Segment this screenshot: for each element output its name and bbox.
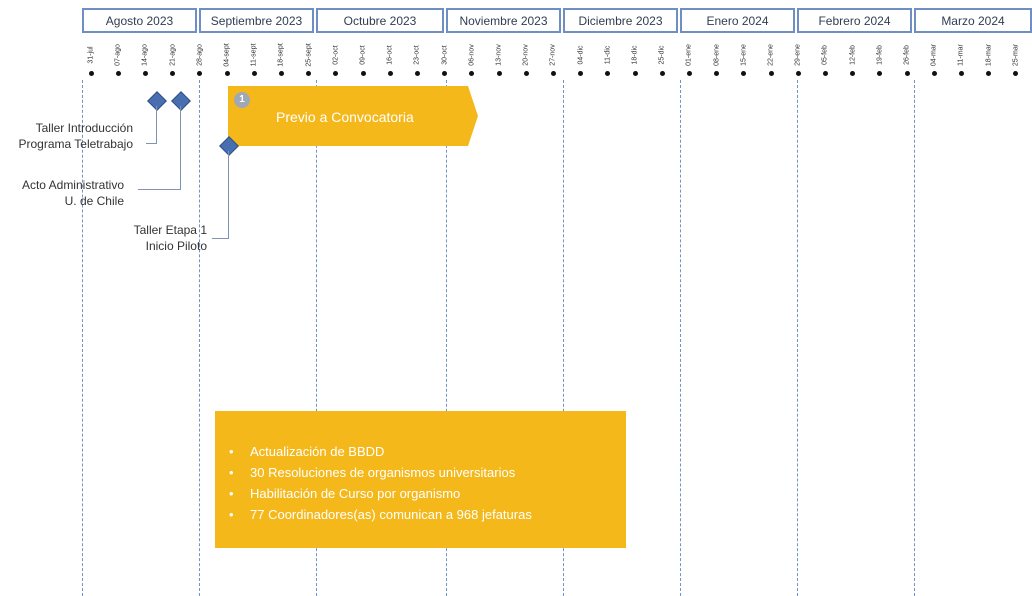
week-tick-label [194, 42, 206, 68]
milestone-label-line: Taller Etapa 1 [133, 223, 207, 237]
week-tick-label [248, 42, 260, 68]
bullet: • [229, 465, 234, 480]
week-tick-dot [116, 71, 121, 76]
leader-line [212, 238, 229, 239]
week-tick-text: 14-ago [141, 44, 149, 66]
note-text: Actualización de BBDD [250, 444, 385, 459]
month-gridline [914, 80, 915, 596]
bullet: • [229, 507, 234, 522]
month-gridline [82, 80, 83, 596]
week-tick-text: 04-sept [223, 43, 231, 67]
month-cell: Febrero 2024 [797, 8, 912, 33]
note-item [229, 483, 626, 504]
milestone-label [18, 120, 133, 152]
month-cell: Septiembre 2023 [199, 8, 314, 33]
week-tick-dot [143, 71, 148, 76]
bullet: • [229, 486, 234, 501]
week-tick-dot [1013, 71, 1018, 76]
week-tick-text: 11-dic [604, 45, 612, 65]
week-tick-label [85, 42, 97, 68]
phase-number-badge: 1 [234, 92, 250, 108]
month-cell: Noviembre 2023 [446, 8, 561, 33]
note-item [229, 462, 626, 483]
month-cell: Octubre 2023 [316, 8, 444, 33]
week-tick-label [520, 42, 532, 68]
week-tick-label [275, 42, 287, 68]
week-tick-label [493, 42, 505, 68]
week-tick-dot [551, 71, 556, 76]
week-tick-dot [959, 71, 964, 76]
week-tick-text: 25-sept [305, 43, 313, 67]
week-tick-dot [442, 71, 447, 76]
week-tick-label [466, 42, 478, 68]
week-tick-dot [89, 71, 94, 76]
milestone-diamond [147, 91, 167, 111]
note-text: 30 Resoluciones de organismos universitarios [250, 465, 516, 480]
week-tick-label [819, 42, 831, 68]
week-tick-text: 23-oct [413, 45, 421, 65]
week-tick-text: 26-feb [903, 45, 911, 65]
week-tick-text: 11-sept [250, 43, 258, 67]
week-tick-dot [986, 71, 991, 76]
week-tick-text: 08-ene [713, 44, 721, 66]
week-tick-text: 01-ene [685, 44, 693, 66]
week-tick-label [928, 42, 940, 68]
week-tick-label [357, 42, 369, 68]
week-tick-label [874, 42, 886, 68]
week-tick-text: 25-mar [1012, 43, 1020, 67]
week-tick-dot [197, 71, 202, 76]
week-tick-dot [850, 71, 855, 76]
week-tick-label [901, 42, 913, 68]
week-tick-dot [660, 71, 665, 76]
week-tick-label [411, 42, 423, 68]
week-tick-dot [578, 71, 583, 76]
week-tick-label [792, 42, 804, 68]
month-gridline [797, 80, 798, 596]
week-tick-text: 11-mar [957, 44, 965, 66]
week-tick-label [602, 42, 614, 68]
leader-line [146, 143, 157, 144]
week-tick-dot [905, 71, 910, 76]
milestone-label-line: U. de Chile [64, 194, 124, 208]
week-tick-label [738, 42, 750, 68]
week-tick-text: 09-oct [359, 45, 367, 65]
bullet: • [229, 444, 234, 459]
month-cell: Marzo 2024 [914, 8, 1032, 33]
leader-line [156, 106, 157, 144]
week-tick-dot [741, 71, 746, 76]
week-tick-text: 19-feb [876, 45, 884, 65]
leader-line [180, 106, 181, 190]
week-tick-dot [932, 71, 937, 76]
month-cell: Enero 2024 [680, 8, 795, 33]
week-tick-text: 28-ago [196, 44, 204, 66]
milestone-label-line: Acto Administrativo [21, 178, 124, 192]
note-item [229, 504, 626, 525]
week-tick-text: 02-oct [332, 45, 340, 65]
week-tick-label [139, 42, 151, 68]
week-tick-label [167, 42, 179, 68]
note-text: 77 Coordinadores(as) comunican a 968 jefaturas [250, 507, 532, 522]
week-tick-text: 06-nov [468, 44, 476, 66]
week-tick-text: 05-feb [821, 45, 829, 65]
week-tick-text: 20-nov [522, 44, 530, 66]
week-tick-label [384, 42, 396, 68]
week-tick-label [683, 42, 695, 68]
week-tick-dot [225, 71, 230, 76]
week-tick-dot [877, 71, 882, 76]
week-tick-dot [306, 71, 311, 76]
week-tick-text: 25-dic [658, 45, 666, 65]
milestone-label-line: Programa Teletrabajo [18, 137, 133, 151]
week-tick-label [112, 42, 124, 68]
week-tick-text: 21-ago [169, 44, 177, 66]
week-tick-label [1010, 42, 1022, 68]
week-tick-dot [170, 71, 175, 76]
week-tick-dot [279, 71, 284, 76]
week-tick-dot [469, 71, 474, 76]
week-tick-text: 29-ene [794, 44, 802, 66]
week-tick-dot [333, 71, 338, 76]
month-cell: Agosto 2023 [82, 8, 197, 33]
week-tick-label [330, 42, 342, 68]
week-tick-text: 30-oct [441, 45, 449, 65]
week-tick-dot [796, 71, 801, 76]
week-tick-dot [605, 71, 610, 76]
week-tick-text: 18-sept [277, 43, 285, 67]
week-tick-text: 15-ene [740, 44, 748, 66]
week-tick-label [847, 42, 859, 68]
week-tick-dot [497, 71, 502, 76]
week-tick-text: 04-mar [930, 43, 938, 67]
week-tick-dot [524, 71, 529, 76]
week-tick-dot [687, 71, 692, 76]
note-item [229, 441, 626, 462]
week-tick-text: 04-dic [577, 45, 585, 65]
milestone-label-line: Inicio Piloto [145, 239, 207, 253]
week-tick-text: 18-dic [631, 45, 639, 65]
week-tick-label [711, 42, 723, 68]
week-tick-dot [388, 71, 393, 76]
week-tick-text: 31-jul [87, 46, 95, 64]
week-tick-text: 12-feb [849, 45, 857, 65]
milestone-label [134, 222, 207, 254]
week-tick-label [575, 42, 587, 68]
notes-box [215, 411, 626, 548]
week-tick-dot [415, 71, 420, 76]
week-tick-label [303, 42, 315, 68]
month-gridline [680, 80, 681, 596]
week-tick-text: 13-nov [495, 44, 503, 66]
milestone-diamond [171, 91, 191, 111]
week-tick-text: 16-oct [386, 45, 394, 65]
week-tick-text: 22-ene [767, 44, 775, 66]
week-tick-label [983, 42, 995, 68]
week-tick-text: 27-nov [549, 44, 557, 66]
week-tick-dot [823, 71, 828, 76]
week-tick-label [656, 42, 668, 68]
week-tick-label [955, 42, 967, 68]
month-gridline [199, 80, 200, 596]
week-tick-label [439, 42, 451, 68]
week-tick-label [765, 42, 777, 68]
leader-line [138, 189, 181, 190]
leader-line [228, 151, 229, 239]
week-tick-text: 07-ago [114, 44, 122, 66]
week-tick-label [629, 42, 641, 68]
week-tick-dot [769, 71, 774, 76]
month-cell: Diciembre 2023 [563, 8, 678, 33]
milestone-label [22, 177, 124, 209]
week-tick-label [221, 42, 233, 68]
week-tick-dot [252, 71, 257, 76]
week-tick-dot [633, 71, 638, 76]
week-tick-dot [714, 71, 719, 76]
phase-title: Previo a Convocatoria [276, 109, 414, 125]
milestone-label-line: Taller Introducción [35, 121, 133, 135]
week-tick-text: 18-mar [985, 43, 993, 67]
week-tick-label [547, 42, 559, 68]
week-tick-dot [361, 71, 366, 76]
note-text: Habilitación de Curso por organismo [250, 486, 461, 501]
